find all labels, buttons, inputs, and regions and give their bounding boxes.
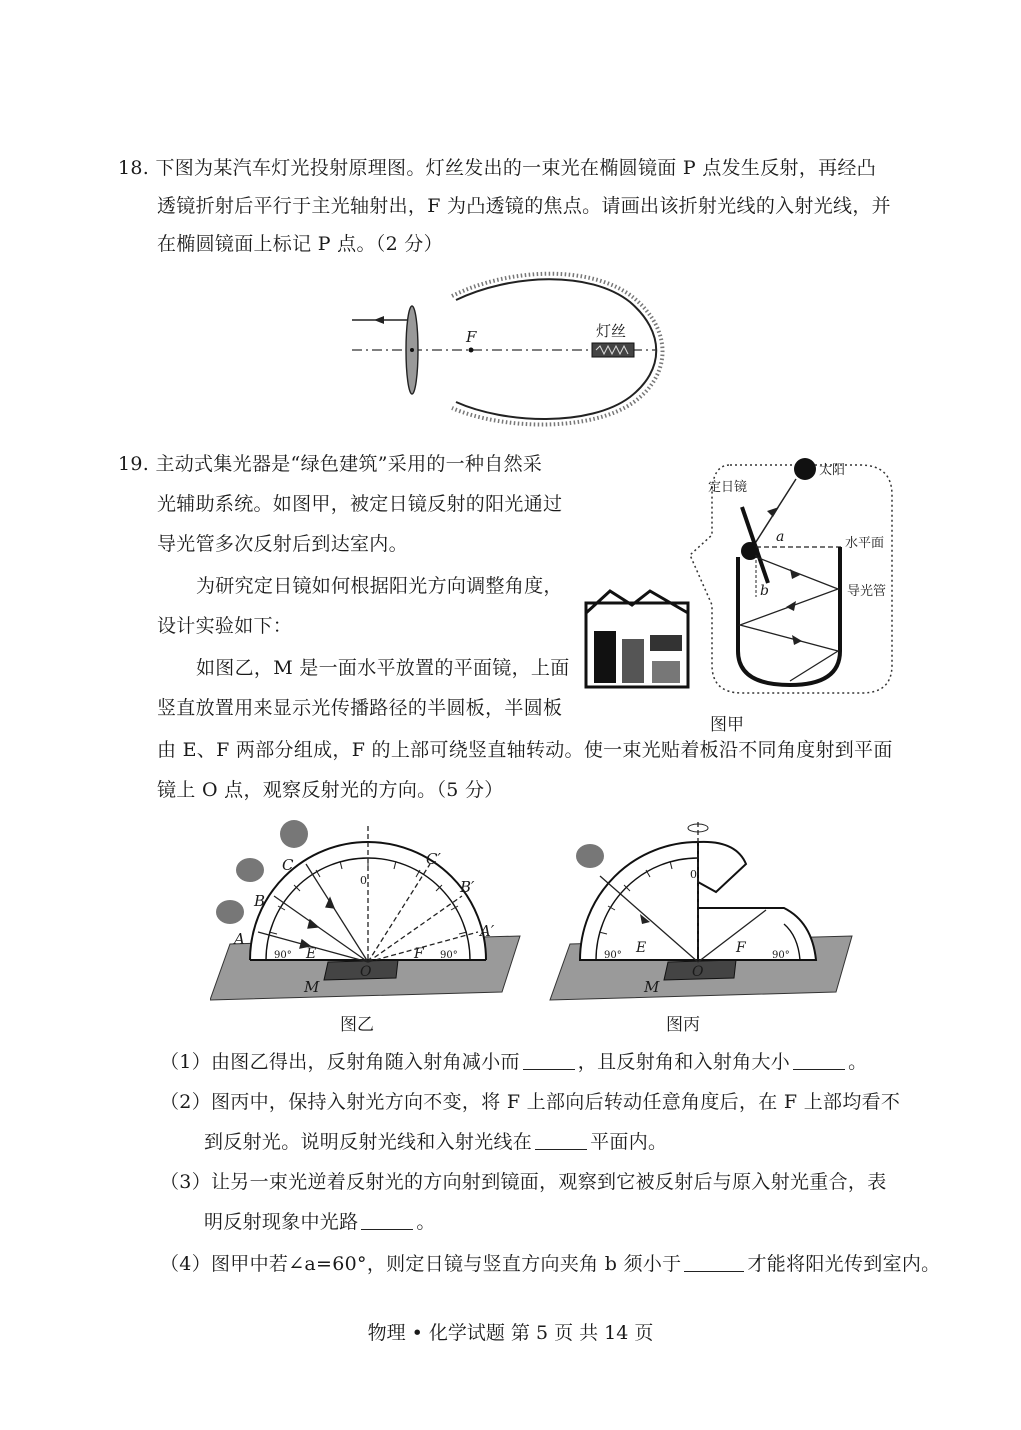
label-C: C xyxy=(282,856,294,874)
q19-line7: 竖直放置用来显示光传播路径的半圆板，半圆板 xyxy=(157,697,563,719)
label-zero-bing: 0 xyxy=(690,868,697,881)
label-B-prime: B′ xyxy=(460,878,475,896)
answer-blank-2[interactable] xyxy=(793,1051,845,1070)
figure-jia-caption: 图甲 xyxy=(710,715,744,735)
label-O-bing: O xyxy=(692,964,704,980)
sub2-text-b: 平面内。 xyxy=(590,1131,668,1153)
label-F: F xyxy=(414,946,424,962)
label-A: A xyxy=(234,930,245,948)
sub2-text-a: 到反射光。说明反射光线和入射光线在 xyxy=(204,1131,533,1153)
headlight-diagram xyxy=(340,262,680,432)
label-E: E xyxy=(306,946,317,962)
guide-label: 导光管 xyxy=(847,584,887,599)
answer-blank-1[interactable] xyxy=(523,1051,575,1070)
mirror-M-label-bing: M xyxy=(644,978,660,996)
label-zero: 0 xyxy=(360,874,367,887)
figure-bing xyxy=(540,812,860,1012)
q19-line4: 为研究定日镜如何根据阳光方向调整角度， xyxy=(196,575,563,597)
label-90-left: 90° xyxy=(274,950,292,961)
figure-jia xyxy=(580,455,910,715)
sub1-text-b: ，且反射角和入射角大小 xyxy=(577,1051,791,1073)
sub-question-2-line1: （2）图丙中，保持入射光方向不变，将 F 上部向后转动任意角度后，在 F 上部均看不 xyxy=(160,1091,901,1113)
q19-line9: 镜上 O 点，观察反射光的方向。（5 分） xyxy=(157,779,504,801)
horizontal-label: 水平面 xyxy=(845,536,885,551)
heliostat-label: 定日镜 xyxy=(708,480,748,495)
label-F-bing: F xyxy=(736,940,746,956)
q19-line2: 光辅助系统。如图甲，被定日镜反射的阳光通过 xyxy=(157,493,563,515)
focus-label: F xyxy=(466,328,477,346)
filament-label: 灯丝 xyxy=(596,322,627,340)
q19-line3: 导光管多次反射后到达室内。 xyxy=(157,533,408,555)
label-O: O xyxy=(360,964,372,980)
sun-label: 太阳 xyxy=(819,463,846,478)
answer-blank-5[interactable] xyxy=(684,1253,744,1272)
label-A-prime: A′ xyxy=(480,922,495,940)
figure-bing-caption: 图丙 xyxy=(666,1015,700,1035)
sub3-text-b: 。 xyxy=(416,1211,436,1233)
sub4-text-a: （4）图甲中若∠a=60°，则定日镜与竖直方向夹角 b 须小于 xyxy=(160,1253,682,1275)
sub-question-2-line2 xyxy=(204,1130,667,1154)
sub-question-1 xyxy=(160,1050,867,1074)
sub1-text-a: （1）由图乙得出，反射角随入射角减小而 xyxy=(160,1051,520,1073)
angle-b-label: b xyxy=(760,583,769,599)
q18-line1: 18. 下图为某汽车灯光投射原理图。灯丝发出的一束光在椭圆镜面 P 点发生反射，再经凸 xyxy=(118,157,877,179)
label-C-prime: C′ xyxy=(426,850,441,868)
page-footer: 物理 • 化学试题 第 5 页 共 14 页 xyxy=(367,1322,654,1344)
q19-line1: 19. 主动式集光器是“绿色建筑”采用的一种自然采 xyxy=(118,453,543,475)
sub3-text-a: 明反射现象中光路 xyxy=(204,1211,359,1233)
q19-line6: 如图乙，M 是一面水平放置的平面镜，上面 xyxy=(196,657,570,679)
sub4-text-b: 才能将阳光传到室内。 xyxy=(747,1253,941,1275)
answer-blank-4[interactable] xyxy=(361,1211,413,1230)
q18-line3: 在椭圆镜面上标记 P 点。（2 分） xyxy=(157,233,443,255)
sub1-text-c: 。 xyxy=(848,1051,868,1073)
sub-question-4 xyxy=(160,1252,941,1276)
label-90-right: 90° xyxy=(440,950,458,961)
sub-question-3-line1: （3）让另一束光逆着反射光的方向射到镜面，观察到它被反射后与原入射光重合，表 xyxy=(160,1171,887,1193)
mirror-M-label: M xyxy=(304,978,320,996)
figure-yi xyxy=(210,812,530,1012)
label-B: B xyxy=(254,892,266,910)
angle-a-label: a xyxy=(776,529,785,545)
q19-line5: 设计实验如下： xyxy=(157,615,293,637)
label-90-right-bing: 90° xyxy=(772,950,790,961)
answer-blank-3[interactable] xyxy=(535,1131,587,1150)
q19-line8: 由 E、F 两部分组成，F 的上部可绕竖直轴转动。使一束光贴着板沿不同角度射到平面 xyxy=(157,739,893,761)
sub-question-3-line2 xyxy=(204,1210,436,1234)
figure-yi-caption: 图乙 xyxy=(340,1015,374,1035)
q18-line2: 透镜折射后平行于主光轴射出，F 为凸透镜的焦点。请画出该折射光线的入射光线，并 xyxy=(157,195,891,217)
label-E-bing: E xyxy=(636,940,647,956)
label-90-left-bing: 90° xyxy=(604,950,622,961)
